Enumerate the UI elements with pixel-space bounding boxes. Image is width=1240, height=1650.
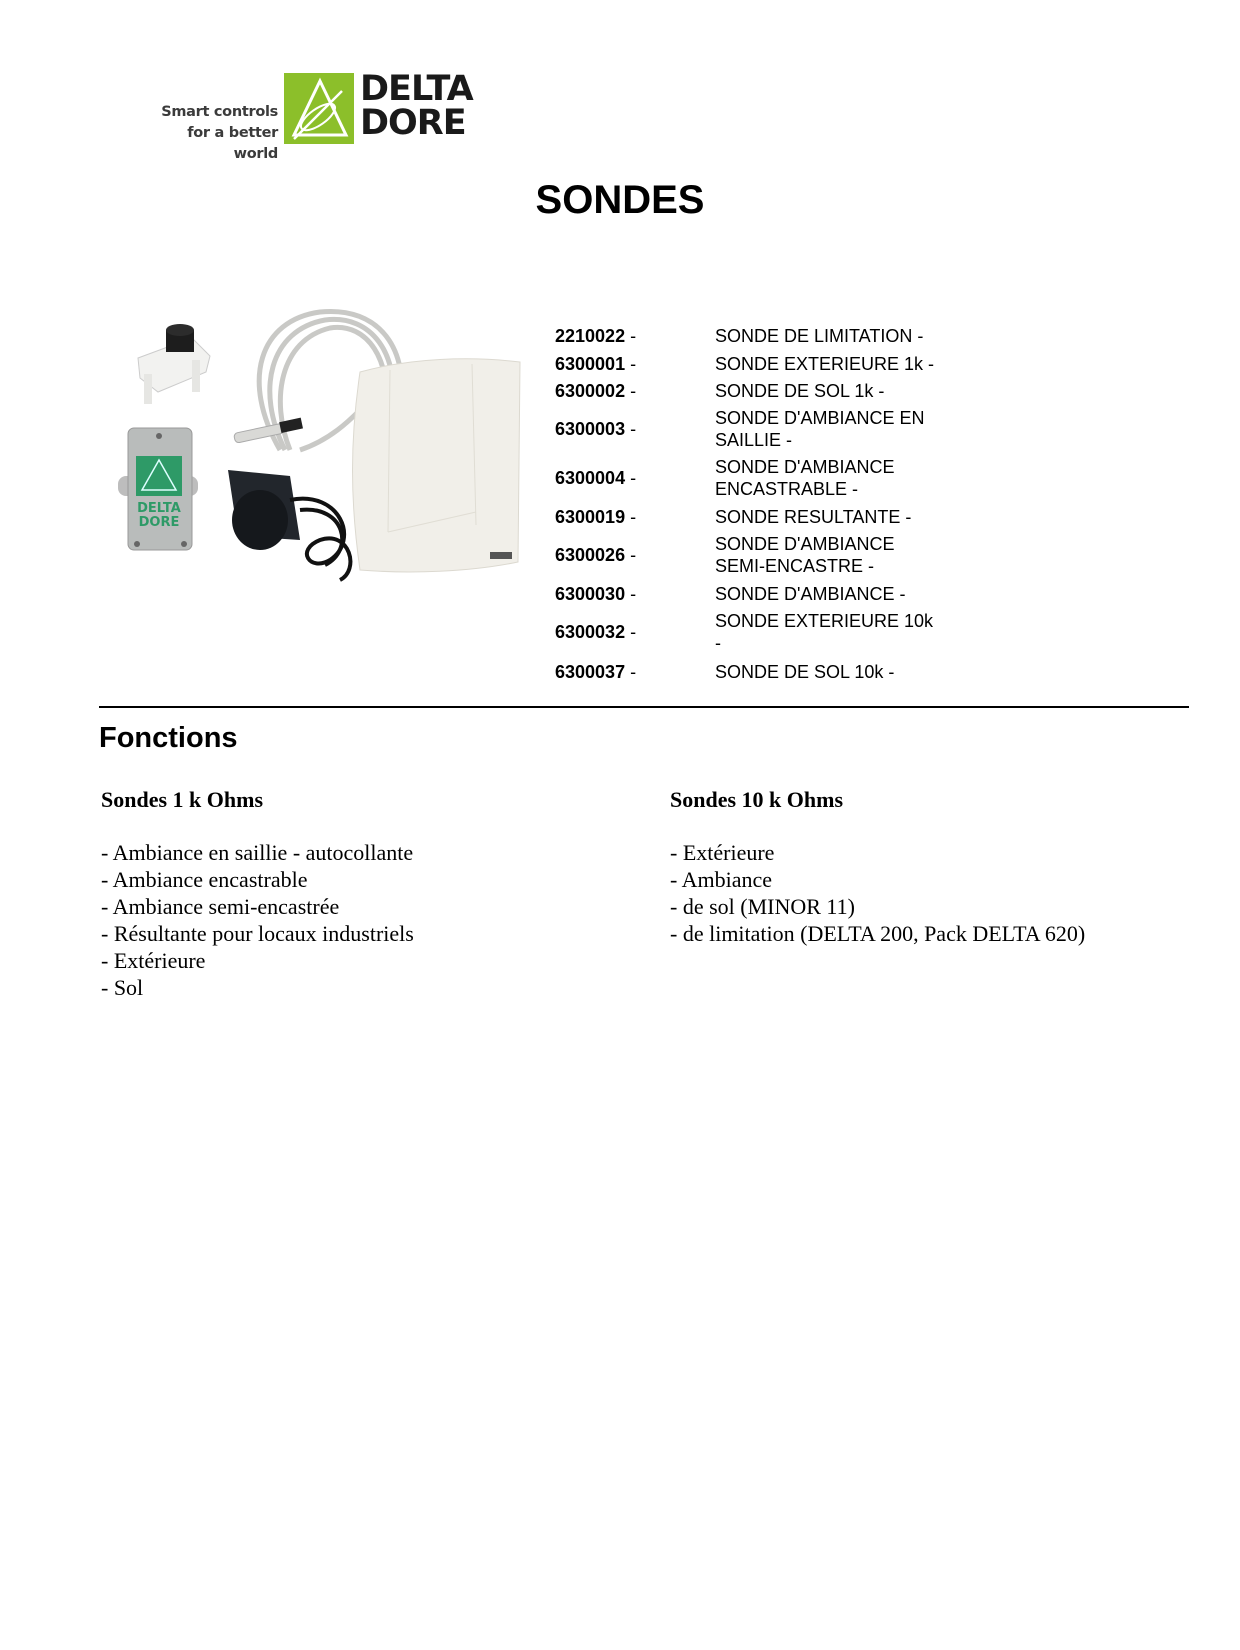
function-list <box>101 839 414 1001</box>
brand-logo <box>142 69 473 162</box>
table-row <box>555 380 955 402</box>
ref-name-line1: SONDE D'AMBIANCE <box>715 534 895 554</box>
ref-separator: - <box>625 419 637 439</box>
logo-tagline-line2: for a better world <box>187 125 278 162</box>
ref-name: SONDE RESULTANTE - <box>715 507 912 527</box>
ref-separator: - <box>625 622 637 642</box>
ref-separator: - <box>625 381 637 401</box>
product-photo <box>110 300 530 590</box>
ref-name: SONDE EXTERIEURE 1k - <box>715 354 935 374</box>
section-divider <box>99 706 1189 708</box>
logo-wordmark <box>360 69 473 143</box>
logo-tagline-line1: Smart controls <box>161 104 278 120</box>
ref-code: 6300003 <box>555 419 626 439</box>
ref-name: SONDE D'AMBIANCE - <box>715 584 906 604</box>
ref-code: 6300001 <box>555 354 626 374</box>
ref-separator: - <box>625 662 637 682</box>
table-row <box>555 325 955 347</box>
ref-separator: - <box>625 584 637 604</box>
ref-code: 6300030 <box>555 584 626 604</box>
ref-separator: - <box>625 354 637 374</box>
list-item: - Ambiance semi-encastrée <box>101 894 340 919</box>
list-item: - Ambiance <box>670 867 773 892</box>
table-row <box>555 533 955 577</box>
ref-name-line1: SONDE D'AMBIANCE <box>715 457 895 477</box>
list-item: - Ambiance encastrable <box>101 867 308 892</box>
ref-name: SONDE DE SOL 1k - <box>715 381 885 401</box>
delta-triangle-icon <box>284 73 354 144</box>
list-item: - Extérieure <box>670 840 775 865</box>
list-item: - Ambiance en saillie - autocollante <box>101 840 414 865</box>
ref-name: SONDE DE SOL 10k - <box>715 662 895 682</box>
fonctions-1k-column <box>101 786 414 1001</box>
section-heading-fonctions: Fonctions <box>99 722 238 754</box>
ref-name-line2: ENCASTRABLE - <box>715 479 859 499</box>
svg-text:DELTA: DELTA <box>137 501 181 516</box>
column-title: Sondes 1 k Ohms <box>101 787 264 812</box>
logo-word-dore: DORE <box>360 103 466 143</box>
list-item: - Résultante pour locaux industriels <box>101 921 414 946</box>
ref-code: 6300004 <box>555 468 626 488</box>
table-row <box>555 661 955 683</box>
ref-separator: - <box>625 545 637 565</box>
ref-name-line2: SAILLIE - <box>715 430 793 450</box>
column-title: Sondes 10 k Ohms <box>670 787 844 812</box>
list-item: - de limitation (DELTA 200, Pack DELTA 620) <box>670 921 1086 946</box>
ref-code: 6300037 <box>555 662 626 682</box>
ref-name-line1: SONDE D'AMBIANCE EN <box>715 408 925 428</box>
ref-code: 2210022 <box>555 326 626 346</box>
ref-name-line1: SONDE EXTERIEURE 10k <box>715 611 934 631</box>
logo-tagline <box>142 102 278 165</box>
list-item: - Sol <box>101 975 144 1000</box>
list-item: - Extérieure <box>101 948 206 973</box>
ref-code: 6300019 <box>555 507 626 527</box>
ref-code: 6300026 <box>555 545 626 565</box>
table-row <box>555 407 955 451</box>
ref-separator: - <box>625 326 637 346</box>
table-row <box>555 583 955 605</box>
ref-name-line2: SEMI-ENCASTRE - <box>715 556 875 576</box>
page-title: SONDES <box>535 178 705 222</box>
ref-name: SONDE DE LIMITATION - <box>715 326 924 346</box>
table-row <box>555 506 955 528</box>
table-row <box>555 353 955 375</box>
ref-separator: - <box>625 468 637 488</box>
svg-text:DORE: DORE <box>138 515 180 530</box>
fonctions-10k-column <box>670 786 1085 947</box>
ref-code: 6300032 <box>555 622 626 642</box>
table-row <box>555 456 955 500</box>
ref-separator: - <box>625 507 637 527</box>
ref-code: 6300002 <box>555 381 626 401</box>
function-list <box>670 839 1085 947</box>
table-row <box>555 610 955 654</box>
logo-word-delta: DELTA <box>360 69 473 109</box>
ref-name-line2: - <box>715 633 721 653</box>
list-item: - de sol (MINOR 11) <box>670 894 855 919</box>
